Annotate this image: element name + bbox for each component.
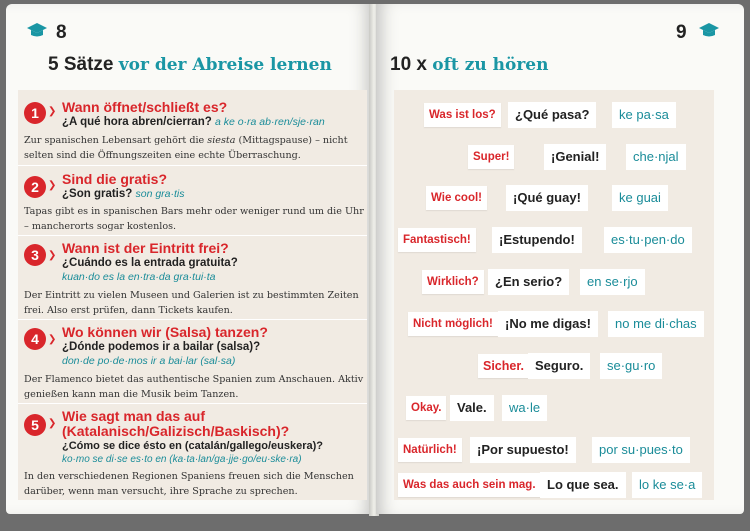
spanish-phrase: ¿Qué pasa?	[508, 102, 596, 128]
phrase-row	[394, 351, 714, 379]
phrase-item	[18, 406, 367, 500]
title-prefix: 5 Sätze	[48, 54, 114, 75]
pronunciation: kuan·do es la en·tra·da gra·tui·ta	[62, 271, 216, 283]
item-number: 3	[24, 244, 46, 266]
pronunciation: lo ke se·a	[632, 472, 702, 498]
divider	[18, 319, 367, 320]
german-question: Wie sagt man das auf	[62, 408, 206, 424]
pronunciation: don·de po·de·mos ir a bai·lar (sal·sa)	[62, 355, 236, 367]
pronunciation: en se·rjo	[580, 269, 645, 295]
page-title	[390, 54, 548, 76]
explanation: Tapas gibt es in spanischen Bars mehr oder weniger rund um die Uhr – mancherorts sogar kostenlos.	[24, 206, 364, 232]
phrases-panel	[18, 90, 367, 500]
pronunciation: por su·pues·to	[592, 437, 690, 463]
divider	[18, 235, 367, 236]
phrase-row	[394, 225, 714, 253]
phrase-row	[394, 435, 714, 463]
divider	[18, 403, 367, 404]
phrase-item	[18, 322, 367, 402]
spanish-phrase: ¡Estupendo!	[492, 227, 582, 253]
phrase-row	[394, 393, 714, 421]
phrase-row	[394, 100, 714, 128]
spanish-phrase: ¿En serio?	[488, 269, 569, 295]
pronunciation: se·gu·ro	[600, 353, 662, 379]
german-phrase: Super!	[468, 145, 514, 169]
chevron-icon: ❯	[48, 106, 57, 117]
graduation-cap-icon	[698, 21, 720, 39]
right-page	[376, 4, 744, 514]
german-phrase: Was ist los?	[424, 103, 501, 127]
spanish-phrase: Lo que sea.	[540, 472, 626, 498]
spanish-phrase: Vale.	[450, 395, 494, 421]
page-number: 9	[676, 22, 687, 43]
explanation: Zur spanischen Lebensart gehört die siesta (Mittagspause) – nicht selten sind die Öffnungszeiten eine echte Überraschung.	[24, 135, 348, 161]
explanation: Der Eintritt zu vielen Museen und Galerien ist zu bestimmten Zeiten frei. Also erst prüfen, dann Tickets kaufen.	[24, 290, 359, 316]
german-phrase: Sicher.	[478, 354, 529, 378]
chevron-icon: ❯	[48, 334, 57, 345]
chevron-icon: ❯	[48, 180, 57, 191]
pronunciation: che·njal	[626, 144, 686, 170]
spanish-phrase: ¿Cuándo es la entrada gratuita?	[62, 257, 238, 269]
pronunciation: no me di·chas	[608, 311, 704, 337]
explanation: Der Flamenco bietet das authentische Spanien zum Anschauen. Aktiv genießen kann man die Musik beim Tanzen.	[24, 374, 364, 400]
spanish-line	[62, 116, 325, 128]
title-suffix: vor der Abreise lernen	[118, 55, 332, 75]
pronunciation: ko·mo se di·se es·to en (ka·ta·lan/ga·jje·go/eu·ske·ra)	[62, 454, 302, 465]
phrase-row	[394, 267, 714, 295]
title-prefix: 10 x	[390, 54, 427, 75]
item-number: 2	[24, 176, 46, 198]
pronunciation: a ke o·ra ab·ren/sje·ran	[214, 116, 325, 128]
german-phrase: Natürlich!	[398, 438, 462, 462]
phrase-row	[394, 183, 714, 211]
spanish-phrase: ¿Son gratis?	[62, 188, 133, 200]
phrases-panel	[394, 90, 714, 500]
german-phrase: Nicht möglich!	[408, 312, 498, 336]
spanish-phrase: ¡Por supuesto!	[470, 437, 576, 463]
german-phrase: Was das auch sein mag.	[398, 473, 541, 497]
pronunciation: es·tu·pen·do	[604, 227, 692, 253]
item-number: 4	[24, 328, 46, 350]
phrase-row	[394, 470, 714, 498]
pronunciation: ke guai	[612, 185, 668, 211]
spanish-phrase: ¡Qué guay!	[506, 185, 588, 211]
german-question: Wann öffnet/schließt es?	[62, 99, 228, 115]
page-number: 8	[56, 22, 67, 43]
graduation-cap-icon	[26, 21, 48, 39]
spanish-phrase: ¿A qué hora abren/cierran?	[62, 116, 212, 128]
title-suffix: oft zu hören	[432, 55, 549, 75]
chevron-icon: ❯	[48, 250, 57, 261]
chevron-icon: ❯	[48, 418, 57, 429]
open-book	[6, 4, 744, 520]
phrase-item	[18, 238, 367, 318]
spanish-phrase: Seguro.	[528, 353, 590, 379]
pronunciation: ke pa·sa	[612, 102, 676, 128]
german-question: Wann ist der Eintritt frei?	[62, 240, 229, 256]
pronunciation: son gra·tis	[135, 188, 185, 200]
explanation: In den verschiedenen Regionen Spaniens freuen sich die Menschen darüber, wenn man versucht, ihre Sprache zu sprechen.	[24, 471, 354, 497]
spanish-phrase: ¿Cómo se dice ésto en (catalán/gallego/euskera)?	[62, 440, 324, 452]
german-phrase: Fantastisch!	[398, 228, 476, 252]
page-title	[48, 54, 332, 76]
german-phrase: Wirklich?	[422, 270, 484, 294]
phrase-row	[394, 142, 714, 170]
phrase-item	[18, 96, 367, 166]
phrase-row	[394, 309, 714, 337]
pronunciation: wa·le	[502, 395, 547, 421]
spanish-line	[62, 188, 185, 200]
divider	[18, 165, 367, 166]
german-phrase: Wie cool!	[426, 186, 487, 210]
item-number: 1	[24, 102, 46, 124]
german-question-line2: (Katalanisch/Galizisch/Baskisch)?	[62, 423, 290, 439]
spanish-phrase: ¿Dónde podemos ir a bailar (salsa)?	[62, 341, 261, 353]
item-number: 5	[24, 414, 46, 436]
german-question: Wo können wir (Salsa) tanzen?	[62, 324, 268, 340]
phrase-item	[18, 168, 367, 234]
german-question: Sind die gratis?	[62, 171, 168, 187]
spanish-phrase: ¡No me digas!	[498, 311, 598, 337]
german-phrase: Okay.	[406, 396, 446, 420]
spanish-phrase: ¡Genial!	[544, 144, 606, 170]
left-page	[6, 4, 372, 514]
